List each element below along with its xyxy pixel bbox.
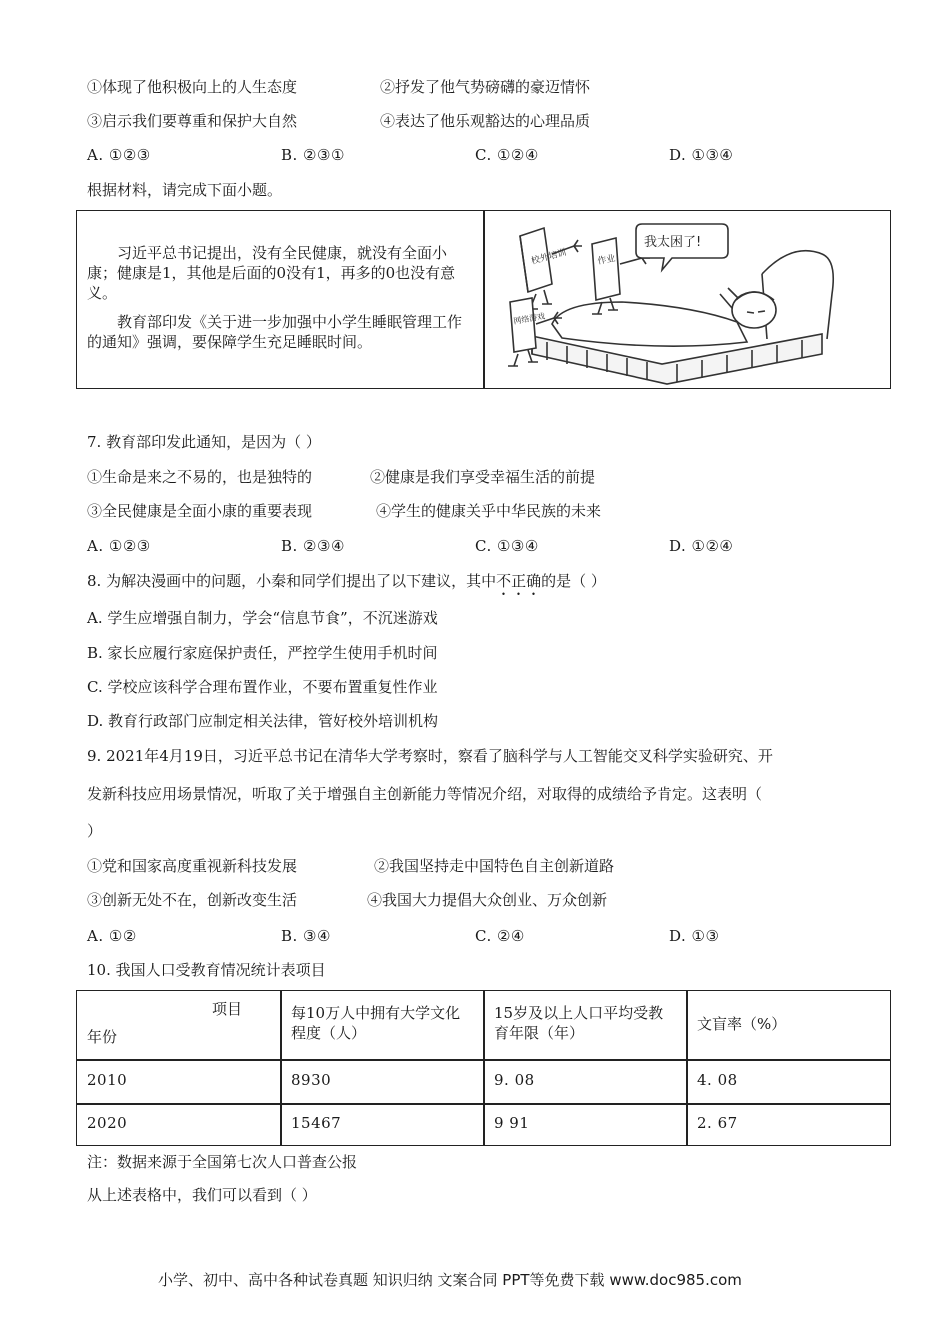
q9-option-1: ①党和国家高度重视新科技发展 xyxy=(87,857,298,875)
q6-option-4: ④表达了他乐观豁达的心理品质 xyxy=(380,112,591,130)
material-divider xyxy=(483,210,485,389)
q6-choice-c: C. ①②④ xyxy=(475,146,539,164)
q8-option-b: B. 家长应履行家庭保护责任，严控学生使用手机时间 xyxy=(87,644,438,662)
q8-stem-end: 的是（ ） xyxy=(541,572,606,590)
q8-option-c: C. 学校应该科学合理布置作业，不要布置重复性作业 xyxy=(87,678,438,696)
table-header-illiteracy: 文盲率（%） xyxy=(697,1015,787,1033)
table-cell: 2010 xyxy=(87,1071,128,1089)
cartoon-card-homework: 作业 xyxy=(596,253,617,267)
table-cell: 2020 xyxy=(87,1114,128,1132)
q7-option-3: ③全民健康是全面小康的重要表现 xyxy=(87,502,313,520)
q10-stem: 10. 我国人口受教育情况统计表项目 xyxy=(87,961,326,979)
q8-option-a: A. 学生应增强自制力，学会“信息节食”，不沉迷游戏 xyxy=(87,609,438,627)
table-cell: 2. 67 xyxy=(697,1114,738,1132)
sleep-cartoon xyxy=(492,214,882,386)
q9-option-2: ②我国坚持走中国特色自主创新道路 xyxy=(374,857,615,875)
table-cell: 9 91 xyxy=(494,1114,530,1132)
q6-option-2: ②抒发了他气势磅礴的豪迈情怀 xyxy=(380,78,591,96)
q7-choice-c: C. ①③④ xyxy=(475,537,539,555)
table-header-years: 15岁及以上人口平均受教育年限（年） xyxy=(494,1004,664,1042)
q9-choice-d: D. ①③ xyxy=(669,927,720,945)
q6-choice-b: B. ②③① xyxy=(281,146,345,164)
q9-choice-b: B. ③④ xyxy=(281,927,331,945)
q8-stem-emphasis: 不正确 xyxy=(496,572,542,590)
q7-stem: 7. 教育部印发此通知，是因为（ ） xyxy=(87,433,321,451)
q6-choice-d: D. ①③④ xyxy=(669,146,734,164)
q6-option-1: ①体现了他积极向上的人生态度 xyxy=(87,78,298,96)
q10-followup: 从上述表格中，我们可以看到（ ） xyxy=(87,1186,317,1204)
cartoon-card-training: 校外培训 xyxy=(530,247,568,267)
q9-choice-c: C. ②④ xyxy=(475,927,525,945)
q9-option-4: ④我国大力提倡大众创业、万众创新 xyxy=(367,891,608,909)
table-cell: 9. 08 xyxy=(494,1071,535,1089)
q7-option-1: ①生命是来之不易的，也是独特的 xyxy=(87,468,313,486)
cartoon-card-games: 网络游戏 xyxy=(512,311,546,326)
q6-choice-a: A. ①②③ xyxy=(87,146,151,164)
table-cell: 8930 xyxy=(291,1071,332,1089)
q9-stem-line-3: ） xyxy=(87,822,103,840)
footer-banner: 小学、初中、高中各种试卷真题 知识归纳 文案合同 PPT等免费下载 www.doc985.com xyxy=(158,1271,742,1289)
q9-option-3: ③创新无处不在，创新改变生活 xyxy=(87,891,298,909)
q6-option-3: ③启示我们要尊重和保护大自然 xyxy=(87,112,298,130)
q7-choice-d: D. ①②④ xyxy=(669,537,734,555)
q8-stem xyxy=(87,571,606,599)
table-header-college: 每10万人中拥有大学文化程度（人） xyxy=(291,1004,461,1042)
table-cell: 4. 08 xyxy=(697,1071,738,1089)
q7-choice-b: B. ②③④ xyxy=(281,537,345,555)
q9-stem-line-1: 9. 2021年4月19日，习近平总书记在清华大学考察时，察看了脑科学与人工智能交叉科学实验研究、开 xyxy=(87,747,773,765)
table-cell: 15467 xyxy=(291,1114,342,1132)
table-corner-item: 项目 xyxy=(212,1000,243,1018)
q9-choice-a: A. ①② xyxy=(87,927,137,945)
material-intro: 根据材料，请完成下面小题。 xyxy=(87,181,283,199)
q9-stem-line-2: 发新科技应用场景情况，听取了关于增强自主创新能力等情况介绍，对取得的成绩给予肯定。这表明（ xyxy=(87,785,763,803)
material-paragraph-2: 教育部印发《关于进一步加强中小学生睡眠管理工作的通知》强调，要保障学生充足睡眠时间。 xyxy=(87,313,463,351)
q7-option-4: ④学生的健康关乎中华民族的未来 xyxy=(376,502,602,520)
q8-option-d: D. 教育行政部门应制定相关法律，管好校外培训机构 xyxy=(87,712,439,730)
q7-choice-a: A. ①②③ xyxy=(87,537,151,555)
material-paragraph-1: 习近平总书记提出，没有全民健康，就没有全面小康；健康是1，其他是后面的0没有1，再多的0也没有意义。 xyxy=(87,244,456,302)
q8-stem-start: 8. 为解决漫画中的问题，小秦和同学们提出了以下建议，其中 xyxy=(87,572,497,590)
q7-option-2: ②健康是我们享受幸福生活的前提 xyxy=(370,468,596,486)
table-note: 注：数据来源于全国第七次人口普查公报 xyxy=(87,1153,358,1171)
cartoon-speech-bubble: 我太困了! xyxy=(644,235,702,250)
table-corner-year: 年份 xyxy=(87,1028,118,1046)
